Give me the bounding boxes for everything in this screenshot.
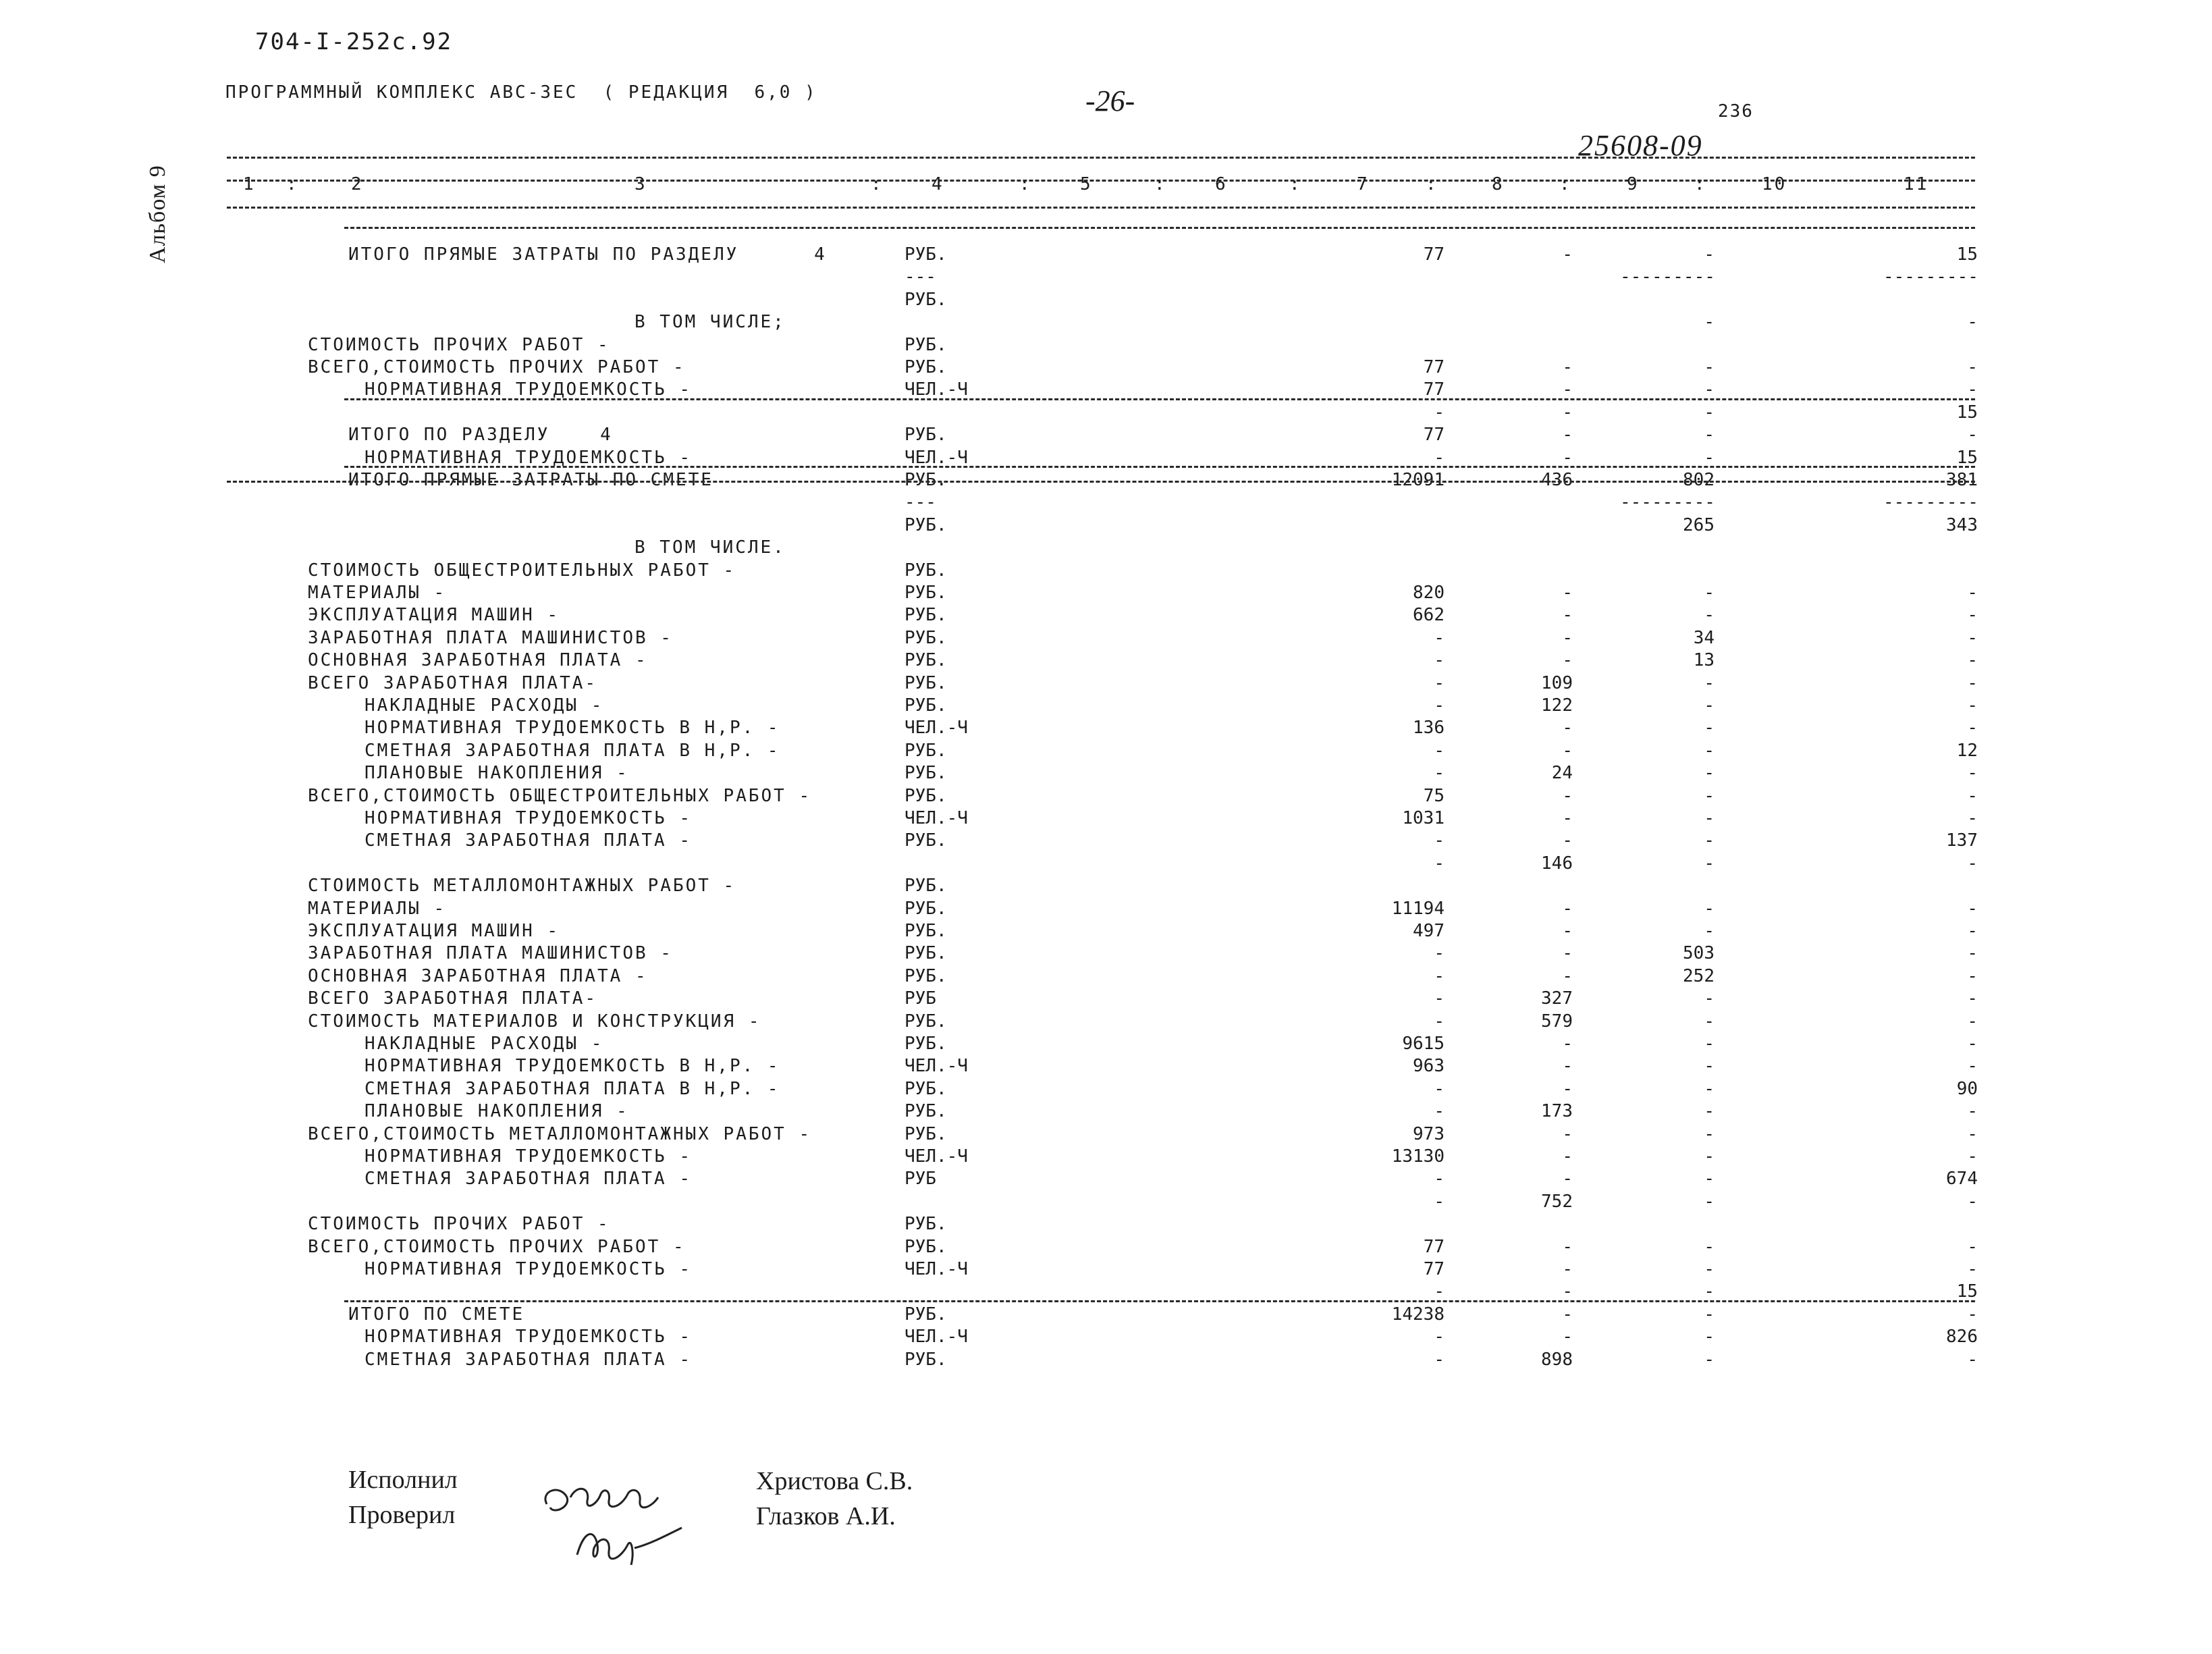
row-label: ОСНОВНАЯ ЗАРАБОТНАЯ ПЛАТА -: [308, 965, 648, 986]
column-header-9: 6: [1215, 174, 1228, 194]
cell-c7: 497: [1413, 921, 1445, 941]
checked-name: Глазков А.И.: [756, 1502, 896, 1530]
cell-c11: -: [1967, 583, 1978, 603]
row-unit: РУБ.: [905, 470, 947, 490]
row-unit: ---: [905, 267, 936, 288]
cell-c11: -: [1967, 1191, 1978, 1212]
row-unit: РУБ.: [905, 425, 947, 446]
cell-c8: -: [1562, 1236, 1573, 1257]
column-header-6: :: [1019, 174, 1032, 194]
performed-name: Христова С.В.: [756, 1467, 913, 1495]
row-label: НОРМАТИВНАЯ ТРУДОЕМКОСТЬ -: [365, 1146, 692, 1167]
cell-c8: -: [1562, 1169, 1573, 1190]
row-unit: РУБ.: [905, 740, 947, 761]
cell-c7: -: [1434, 740, 1445, 761]
section-rule: [344, 1300, 1975, 1302]
performed-label: Исполнил: [348, 1466, 458, 1494]
cell-c7: -: [1434, 695, 1445, 716]
column-header-17: 10: [1762, 174, 1787, 194]
cell-c9: -: [1704, 1169, 1715, 1190]
row-unit: РУБ.: [905, 672, 947, 693]
cell-c7: -: [1434, 447, 1445, 468]
cell-c8: -: [1562, 605, 1573, 626]
row-label: В ТОМ ЧИСЛЕ.: [635, 537, 786, 558]
cell-c11: -: [1967, 1236, 1978, 1257]
cell-c8: -: [1562, 808, 1573, 828]
cell-c11: -: [1967, 1123, 1978, 1144]
cell-c11: 137: [1946, 830, 1978, 851]
row-label: ВСЕГО,СТОИМОСТЬ ОБЩЕСТРОИТЕЛЬНЫХ РАБОТ -: [308, 785, 812, 806]
cell-c7: 820: [1413, 583, 1445, 603]
cell-c8: -: [1562, 447, 1573, 468]
cell-c8: 173: [1541, 1101, 1573, 1122]
row-label: ВСЕГО,СТОИМОСТЬ ПРОЧИХ РАБОТ -: [308, 1236, 686, 1257]
row-unit: ЧЕЛ.-Ч: [905, 1327, 968, 1348]
row-unit: ЧЕЛ.-Ч: [905, 1259, 968, 1279]
cell-c7: 14238: [1391, 1304, 1445, 1325]
cell-c11: 15: [1956, 447, 1978, 468]
cell-c11: -: [1967, 605, 1978, 626]
cell-c11: -: [1967, 853, 1978, 874]
cell-c11: -: [1967, 808, 1978, 828]
cell-c11: ---------: [1883, 492, 1978, 513]
cell-c8: 146: [1541, 853, 1573, 874]
row-unit: ЧЕЛ.-Ч: [905, 447, 968, 468]
cell-c8: -: [1562, 1327, 1573, 1348]
cell-c7: 963: [1413, 1056, 1445, 1077]
cell-c7: -: [1434, 1281, 1445, 1302]
cell-c7: 77: [1423, 1259, 1445, 1279]
row-unit: РУБ.: [905, 1011, 947, 1032]
cell-c8: 752: [1541, 1191, 1573, 1212]
cell-c11: -: [1967, 695, 1978, 716]
row-unit: РУБ.: [905, 1236, 947, 1257]
column-header-3: 3: [635, 174, 647, 194]
row-label: ПЛАНОВЫЕ НАКОПЛЕНИЯ -: [365, 1101, 629, 1122]
cell-c9: -: [1704, 1191, 1715, 1212]
cell-c8: -: [1562, 244, 1573, 265]
row-unit: РУБ.: [905, 334, 947, 355]
column-header-11: 7: [1357, 174, 1370, 194]
cell-c9: -: [1704, 1236, 1715, 1257]
cell-c9: -: [1704, 1056, 1715, 1077]
row-unit: ЧЕЛ.-Ч: [905, 718, 968, 739]
cell-c7: -: [1434, 988, 1445, 1009]
row-unit: РУБ: [905, 988, 936, 1009]
cell-c7: 9615: [1402, 1034, 1445, 1054]
row-unit: РУБ.: [905, 1304, 947, 1325]
row-label: СТОИМОСТЬ ПРОЧИХ РАБОТ -: [308, 334, 610, 355]
cell-c7: -: [1434, 965, 1445, 986]
cell-c7: 12091: [1391, 470, 1445, 490]
cell-c8: -: [1562, 718, 1573, 739]
cell-c9: -: [1704, 1349, 1715, 1370]
cell-c7: -: [1434, 650, 1445, 671]
sheet-number: 236: [1718, 101, 1754, 122]
column-header-15: 9: [1627, 174, 1640, 194]
cell-c9: -: [1704, 808, 1715, 828]
column-header-5: 4: [932, 174, 944, 194]
row-unit: РУБ.: [905, 514, 947, 535]
row-label: НОРМАТИВНАЯ ТРУДОЕМКОСТЬ В Н,Р. -: [365, 718, 780, 739]
cell-c9: -: [1704, 605, 1715, 626]
cell-c7: -: [1434, 1169, 1445, 1190]
row-unit: РУБ.: [905, 583, 947, 603]
row-unit: РУБ: [905, 1169, 936, 1190]
row-unit: РУБ.: [905, 830, 947, 851]
row-label: СМЕТНАЯ ЗАРАБОТНАЯ ПЛАТА -: [365, 830, 692, 851]
cell-c11: -: [1967, 785, 1978, 806]
cell-c8: -: [1562, 1259, 1573, 1279]
row-label: НОРМАТИВНАЯ ТРУДОЕМКОСТЬ -: [365, 808, 692, 828]
row-label: ВСЕГО,СТОИМОСТЬ ПРОЧИХ РАБОТ -: [308, 357, 686, 377]
row-label: ИТОГО ПО СМЕТЕ: [348, 1304, 525, 1325]
row-label: В ТОМ ЧИСЛЕ;: [635, 312, 786, 333]
cell-c8: -: [1562, 785, 1573, 806]
column-header-12: :: [1426, 174, 1438, 194]
cell-c7: -: [1434, 402, 1445, 423]
cell-c8: -: [1562, 965, 1573, 986]
cell-c7: -: [1434, 1078, 1445, 1099]
cell-c11: -: [1967, 763, 1978, 784]
cell-c7: -: [1434, 672, 1445, 693]
cell-c8: -: [1562, 402, 1573, 423]
row-label: ВСЕГО ЗАРАБОТНАЯ ПЛАТА-: [308, 988, 598, 1009]
signature-checked: [567, 1492, 689, 1584]
page-number: -26-: [1085, 84, 1135, 117]
cell-c11: -: [1967, 357, 1978, 377]
cell-c9: -: [1704, 921, 1715, 941]
cell-c9: -: [1704, 425, 1715, 446]
cell-c8: -: [1562, 1146, 1573, 1167]
row-label: СТОИМОСТЬ МАТЕРИАЛОВ И КОНСТРУКЦИЯ -: [308, 1011, 761, 1032]
row-label: НОРМАТИВНАЯ ТРУДОЕМКОСТЬ -: [365, 1259, 692, 1279]
cell-c9: -: [1704, 1304, 1715, 1325]
column-header-0: 1: [243, 174, 256, 194]
column-header-8: :: [1154, 174, 1167, 194]
row-unit: РУБ.: [905, 627, 947, 648]
column-header-18: 11: [1904, 174, 1929, 194]
cell-c8: 898: [1541, 1349, 1573, 1370]
header-rule-mid: [227, 180, 1975, 182]
cell-c8: -: [1562, 379, 1573, 400]
row-label: ИТОГО ПО РАЗДЕЛУ 4: [348, 425, 613, 446]
cell-c7: -: [1434, 1101, 1445, 1122]
cell-c7: -: [1434, 1191, 1445, 1212]
column-header-10: :: [1289, 174, 1302, 194]
column-header-2: 2: [351, 174, 364, 194]
cell-c7: -: [1434, 763, 1445, 784]
cell-c9: -: [1704, 898, 1715, 919]
row-unit: РУБ.: [905, 921, 947, 941]
row-unit: РУБ.: [905, 965, 947, 986]
cell-c11: 343: [1946, 514, 1978, 535]
row-label: ЭКСПЛУАТАЦИЯ МАШИН -: [308, 605, 560, 626]
row-label: МАТЕРИАЛЫ -: [308, 898, 447, 919]
cell-c11: -: [1967, 1146, 1978, 1167]
cell-c8: -: [1562, 1123, 1573, 1144]
cell-c11: -: [1967, 718, 1978, 739]
row-label: НОРМАТИВНАЯ ТРУДОЕМКОСТЬ -: [365, 379, 692, 400]
cell-c11: 674: [1946, 1169, 1978, 1190]
row-label: НОРМАТИВНАЯ ТРУДОЕМКОСТЬ -: [365, 447, 692, 468]
total-rule: [227, 481, 1975, 483]
cell-c11: 15: [1956, 402, 1978, 423]
cell-c7: 77: [1423, 425, 1445, 446]
column-header-4: :: [871, 174, 884, 194]
cell-c9: 13: [1693, 650, 1715, 671]
row-unit: РУБ.: [905, 763, 947, 784]
cell-c7: 11194: [1391, 898, 1445, 919]
section-rule: [344, 398, 1975, 400]
row-unit: РУБ.: [905, 1349, 947, 1370]
cell-c8: -: [1562, 898, 1573, 919]
cell-c7: -: [1434, 1349, 1445, 1370]
section-rule: [344, 466, 1975, 468]
column-header-13: 8: [1492, 174, 1505, 194]
row-label: СМЕТНАЯ ЗАРАБОТНАЯ ПЛАТА В Н,Р. -: [365, 1078, 780, 1099]
cell-c11: -: [1967, 1056, 1978, 1077]
cell-c9: -: [1704, 740, 1715, 761]
table-rule: [344, 227, 1975, 229]
row-label: СМЕТНАЯ ЗАРАБОТНАЯ ПЛАТА -: [365, 1349, 692, 1370]
cell-c9: -: [1704, 718, 1715, 739]
cell-c8: -: [1562, 583, 1573, 603]
row-unit: РУБ.: [905, 1214, 947, 1235]
cell-c9: -: [1704, 583, 1715, 603]
row-label: ЗАРАБОТНАЯ ПЛАТА МАШИНИСТОВ -: [308, 943, 673, 964]
row-label: СМЕТНАЯ ЗАРАБОТНАЯ ПЛАТА -: [365, 1169, 692, 1190]
cell-c7: 1031: [1402, 808, 1445, 828]
cell-c7: -: [1434, 943, 1445, 964]
cell-c11: -: [1967, 1034, 1978, 1054]
cell-c8: 579: [1541, 1011, 1573, 1032]
row-label: СТОИМОСТЬ ОБЩЕСТРОИТЕЛЬНЫХ РАБОТ -: [308, 560, 736, 581]
row-unit: РУБ.: [905, 1123, 947, 1144]
cell-c9: -: [1704, 1123, 1715, 1144]
cell-c7: 77: [1423, 244, 1445, 265]
cell-c7: -: [1434, 1327, 1445, 1348]
cell-c7: 973: [1413, 1123, 1445, 1144]
header-rule-bottom: [227, 207, 1975, 209]
cell-c11: -: [1967, 672, 1978, 693]
cell-c7: 77: [1423, 379, 1445, 400]
cell-c9: 265: [1683, 514, 1715, 535]
cell-c7: -: [1434, 627, 1445, 648]
cell-c11: 90: [1956, 1078, 1978, 1099]
row-label: НАКЛАДНЫЕ РАСХОДЫ -: [365, 1034, 604, 1054]
cell-c7: 75: [1423, 785, 1445, 806]
row-label: ЗАРАБОТНАЯ ПЛАТА МАШИНИСТОВ -: [308, 627, 673, 648]
cell-c8: -: [1562, 921, 1573, 941]
cell-c11: -: [1967, 1304, 1978, 1325]
row-unit: ЧЕЛ.-Ч: [905, 1056, 968, 1077]
cell-c11: 381: [1946, 470, 1978, 490]
cell-c9: -: [1704, 1011, 1715, 1032]
cell-c8: -: [1562, 943, 1573, 964]
cell-c9: -: [1704, 1101, 1715, 1122]
cell-c9: -: [1704, 1146, 1715, 1167]
row-label: ИТОГО ПРЯМЫЕ ЗАТРАТЫ ПО СМЕТЕ: [348, 470, 713, 490]
cell-c8: 122: [1541, 695, 1573, 716]
row-label: ЭКСПЛУАТАЦИЯ МАШИН -: [308, 921, 560, 941]
row-unit: РУБ.: [905, 560, 947, 581]
cell-c9: -: [1704, 1078, 1715, 1099]
cell-c11: -: [1967, 627, 1978, 648]
cell-c9: -: [1704, 244, 1715, 265]
row-label: СТОИМОСТЬ ПРОЧИХ РАБОТ -: [308, 1214, 610, 1235]
cell-c9: -: [1704, 402, 1715, 423]
cell-c11: -: [1967, 1101, 1978, 1122]
cell-c11: -: [1967, 1349, 1978, 1370]
column-header-14: :: [1559, 174, 1572, 194]
row-unit: РУБ.: [905, 650, 947, 671]
cell-c7: 77: [1423, 1236, 1445, 1257]
program-title: ПРОГРАММНЫЙ КОМПЛЕКС АВС-3ЕС ( РЕДАКЦИЯ 6,0 ): [225, 82, 817, 103]
row-unit: РУБ.: [905, 1101, 947, 1122]
row-unit: ЧЕЛ.-Ч: [905, 808, 968, 828]
cell-c9: -: [1704, 830, 1715, 851]
cell-c11: -: [1967, 921, 1978, 941]
row-unit: РУБ.: [905, 289, 947, 310]
column-header-16: :: [1694, 174, 1707, 194]
row-label: НАКЛАДНЫЕ РАСХОДЫ -: [365, 695, 604, 716]
cell-c8: -: [1562, 1281, 1573, 1302]
row-unit: РУБ.: [905, 244, 947, 265]
registration-number: 25608-09: [1578, 129, 1703, 162]
cell-c11: -: [1967, 965, 1978, 986]
cell-c7: 13130: [1391, 1146, 1445, 1167]
row-unit: РУБ.: [905, 898, 947, 919]
cell-c9: 252: [1683, 965, 1715, 986]
cell-c9: -: [1704, 379, 1715, 400]
cell-c8: -: [1562, 1078, 1573, 1099]
row-unit: РУБ.: [905, 785, 947, 806]
cell-c9: -: [1704, 1259, 1715, 1279]
row-unit: РУБ.: [905, 1078, 947, 1099]
row-label: ИТОГО ПРЯМЫЕ ЗАТРАТЫ ПО РАЗДЕЛУ 4: [348, 244, 827, 265]
cell-c9: -: [1704, 695, 1715, 716]
cell-c11: -: [1967, 898, 1978, 919]
header-rule-top: [227, 157, 1975, 159]
cell-c11: 15: [1956, 1281, 1978, 1302]
cell-c8: 436: [1541, 470, 1573, 490]
row-label: СМЕТНАЯ ЗАРАБОТНАЯ ПЛАТА В Н,Р. -: [365, 740, 780, 761]
cell-c11: 12: [1956, 740, 1978, 761]
row-unit: РУБ.: [905, 943, 947, 964]
cell-c8: -: [1562, 627, 1573, 648]
cell-c8: 109: [1541, 672, 1573, 693]
cell-c11: 826: [1946, 1327, 1978, 1348]
row-label: МАТЕРИАЛЫ -: [308, 583, 447, 603]
row-label: ОСНОВНАЯ ЗАРАБОТНАЯ ПЛАТА -: [308, 650, 648, 671]
cell-c8: 327: [1541, 988, 1573, 1009]
cell-c9: 802: [1683, 470, 1715, 490]
row-unit: РУБ.: [905, 876, 947, 897]
cell-c11: -: [1967, 943, 1978, 964]
cell-c8: -: [1562, 1056, 1573, 1077]
cell-c9: -: [1704, 1327, 1715, 1348]
cell-c8: -: [1562, 740, 1573, 761]
cell-c7: -: [1434, 853, 1445, 874]
cell-c8: -: [1562, 650, 1573, 671]
cell-c7: 662: [1413, 605, 1445, 626]
row-unit: ---: [905, 492, 936, 513]
cell-c9: -: [1704, 763, 1715, 784]
cell-c7: 136: [1413, 718, 1445, 739]
row-unit: ЧЕЛ.-Ч: [905, 379, 968, 400]
cell-c9: -: [1704, 785, 1715, 806]
cell-c11: -: [1967, 379, 1978, 400]
cell-c11: 15: [1956, 244, 1978, 265]
cell-c7: 77: [1423, 357, 1445, 377]
row-label: ВСЕГО ЗАРАБОТНАЯ ПЛАТА-: [308, 672, 598, 693]
checked-label: Проверил: [348, 1501, 456, 1529]
cell-c11: -: [1967, 312, 1978, 333]
row-label: ПЛАНОВЫЕ НАКОПЛЕНИЯ -: [365, 763, 629, 784]
cell-c9: -: [1704, 672, 1715, 693]
row-label: ВСЕГО,СТОИМОСТЬ МЕТАЛЛОМОНТАЖНЫХ РАБОТ -: [308, 1123, 812, 1144]
cell-c9: 503: [1683, 943, 1715, 964]
cell-c9: ---------: [1620, 492, 1715, 513]
cell-c9: -: [1704, 988, 1715, 1009]
cell-c7: -: [1434, 830, 1445, 851]
cell-c11: -: [1967, 1259, 1978, 1279]
cell-c9: -: [1704, 1034, 1715, 1054]
cell-c11: -: [1967, 425, 1978, 446]
cell-c8: -: [1562, 1304, 1573, 1325]
column-header-7: 5: [1080, 174, 1093, 194]
cell-c9: -: [1704, 312, 1715, 333]
cell-c9: -: [1704, 1281, 1715, 1302]
cell-c8: 24: [1551, 763, 1573, 784]
cell-c8: -: [1562, 1034, 1573, 1054]
row-label: СТОИМОСТЬ МЕТАЛЛОМОНТАЖНЫХ РАБОТ -: [308, 876, 736, 897]
row-label: НОРМАТИВНАЯ ТРУДОЕМКОСТЬ В Н,Р. -: [365, 1056, 780, 1077]
cell-c11: -: [1967, 988, 1978, 1009]
row-unit: РУБ.: [905, 695, 947, 716]
cell-c11: ---------: [1883, 267, 1978, 288]
row-label: НОРМАТИВНАЯ ТРУДОЕМКОСТЬ -: [365, 1327, 692, 1348]
row-unit: РУБ.: [905, 357, 947, 377]
document-code: 704-I-252с.92: [255, 28, 453, 55]
cell-c11: -: [1967, 1011, 1978, 1032]
cell-c7: -: [1434, 1011, 1445, 1032]
cell-c9: 34: [1693, 627, 1715, 648]
row-unit: РУБ.: [905, 605, 947, 626]
cell-c8: -: [1562, 357, 1573, 377]
row-unit: ЧЕЛ.-Ч: [905, 1146, 968, 1167]
cell-c9: ---------: [1620, 267, 1715, 288]
cell-c11: -: [1967, 650, 1978, 671]
cell-c9: -: [1704, 447, 1715, 468]
cell-c9: -: [1704, 357, 1715, 377]
cell-c8: -: [1562, 425, 1573, 446]
column-header-1: :: [286, 174, 299, 194]
album-label: Альбом 9: [145, 165, 170, 263]
cell-c8: -: [1562, 830, 1573, 851]
row-unit: РУБ.: [905, 1034, 947, 1054]
cell-c9: -: [1704, 853, 1715, 874]
